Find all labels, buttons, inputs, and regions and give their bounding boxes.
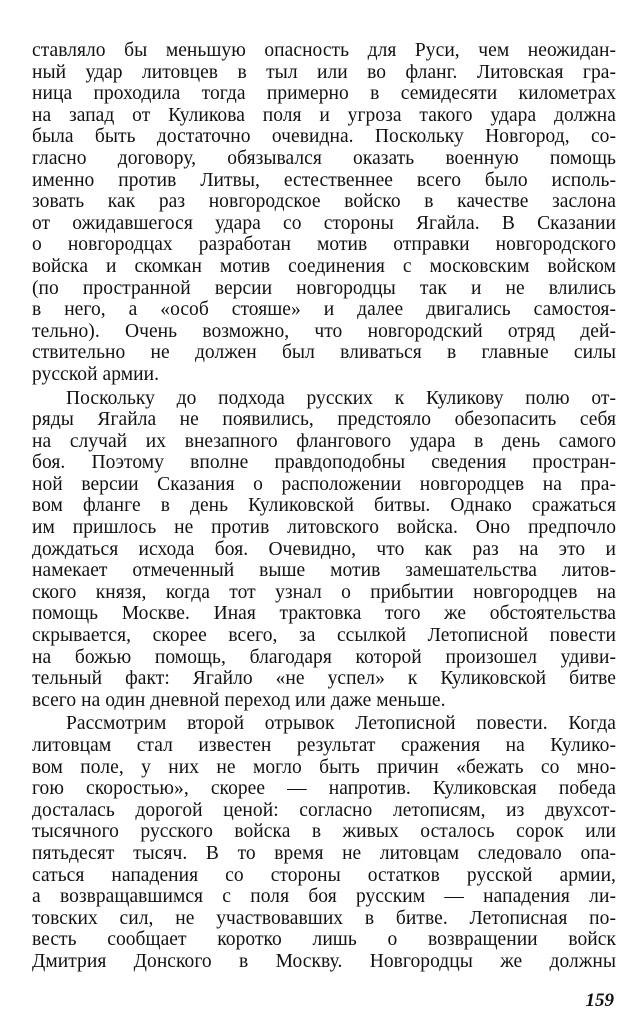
text-line: именно против Литвы, естественнее всего было исполь-	[32, 169, 616, 191]
text-line: всего на один дневной переход или даже меньше.	[32, 689, 446, 711]
page-body	[32, 40, 616, 973]
text-line: дождаться исхода боя. Очевидно, что как раз на это и	[32, 538, 616, 560]
text-line: на случай их внезапного флангового удара в день самого	[32, 430, 616, 452]
text-line: зовать как раз новгородское войско в качестве заслона	[32, 191, 616, 213]
text-line: тельно). Очень возможно, что новгородский отряд дей-	[32, 320, 616, 342]
text-line: от ожидавшегося удара со стороны Ягайла. В Сказании	[32, 212, 616, 234]
text-line: пятьдесят тысяч. В то время не литовцам следовало опа-	[32, 842, 616, 864]
text-line: вом поле, у них не могло быть причин «бежать со мно-	[32, 756, 616, 778]
text-line: Поскольку до подхода русских к Куликову полю от-	[66, 387, 616, 409]
text-line: тельный факт: Ягайло «не успел» к Куликовской битве	[32, 668, 616, 690]
text-line: им пришлось не против литовского войска. Оно предпочло	[32, 517, 616, 539]
text-line: русской армии.	[32, 363, 159, 385]
text-line: ставляло бы меньшую опасность для Руси, чем неожидан-	[32, 40, 616, 61]
paragraph-2	[32, 388, 616, 712]
text-line: ряды Ягайла не появились, предстояло обезопасить себя	[32, 409, 616, 431]
text-line: боя. Поэтому вполне правдоподобны сведения простран-	[32, 452, 616, 474]
text-line: помощь Москве. Иная трактовка того же обстоятельства	[32, 603, 616, 625]
paragraph-1	[32, 40, 616, 386]
text-line: ный удар литовцев в тыл или во фланг. Литовская гра-	[32, 61, 616, 83]
text-line: товских сил, не участвовавших в битве. Летописная по-	[32, 907, 616, 929]
text-line: ствительно не должен был вливаться в главные силы	[32, 342, 616, 364]
text-line: ница проходила тогда примерно в семидесяти километрах	[32, 83, 616, 105]
text-line: весть сообщает коротко лишь о возвращении войск	[32, 929, 616, 951]
text-line: ского князя, когда тот узнал о прибытии новгородцев на	[32, 581, 616, 603]
text-line: о новгородцах разработан мотив отправки новгородского	[32, 234, 616, 256]
page-number: 159	[585, 990, 614, 1011]
text-line: войска и скомкан мотив соединения с московским войском	[32, 255, 616, 277]
text-line: гою скоростью», скорее — напротив. Куликовская победа	[32, 778, 616, 800]
text-line: саться нападения со стороны остатков русской армии,	[32, 864, 616, 886]
text-line: ной версии Сказания о расположении новгородцев на пра-	[32, 473, 616, 495]
text-line: на божью помощь, благодаря которой произошел удиви-	[32, 646, 616, 668]
text-line: гласно договору, обязывался оказать военную помощь	[32, 147, 616, 169]
text-line: Рассмотрим второй отрывок Летописной повести. Когда	[66, 713, 616, 735]
paragraph-3	[32, 713, 616, 972]
text-line: тысячного русского войска в живых осталось сорок или	[32, 821, 616, 843]
text-line: досталась дорогой ценой: согласно летописям, из двухсот-	[32, 799, 616, 821]
text-line: литовцам стал известен результат сражения на Кулико-	[32, 735, 616, 756]
text-line: скрывается, скорее всего, за ссылкой Летописной повести	[32, 625, 616, 647]
text-line: Дмитрия Донского в Москву. Новгородцы же должны	[32, 950, 616, 972]
text-line: а возвращавшимся с поля боя русским — нападения ли-	[32, 886, 616, 908]
text-line: на запад от Куликова поля и угроза такого удара должна	[32, 104, 616, 126]
text-line: вом фланге в день Куликовской битвы. Однако сражаться	[32, 495, 616, 517]
text-line: намекает отмеченный выше мотив замешательства литов-	[32, 560, 616, 582]
text-line: в него, а «особ стояше» и далее двигались самостоя-	[32, 299, 616, 321]
text-line: была быть достаточно очевидна. Поскольку Новгород, со-	[32, 126, 616, 148]
text-line: (по пространной версии новгородцы так и не влились	[32, 277, 616, 299]
